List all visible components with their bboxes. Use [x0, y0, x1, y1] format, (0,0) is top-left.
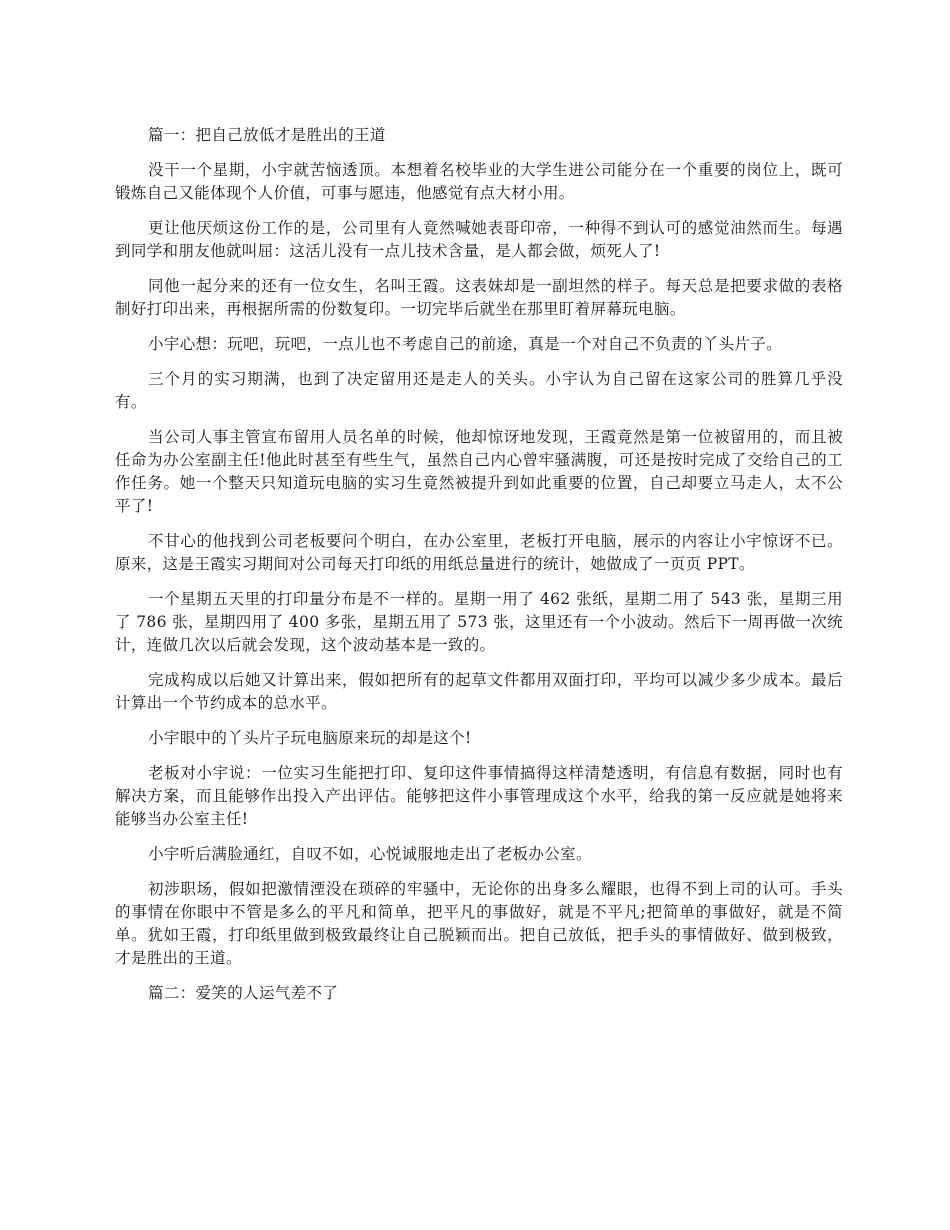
paragraph: 不甘心的他找到公司老板要问个明白，在办公室里，老板打开电脑，展示的内容让小宇惊讶不已。原来，这是王霞实习期间对公司每天打印纸的用纸总量进行的统计，她做成了一页页 PPT。	[115, 532, 843, 573]
paragraph: 一个星期五天里的打印量分布是不一样的。星期一用了 462 张纸，星期二用了 543 张，星期三用了 786 张，星期四用了 400 多张，星期五用了 573 张，这里还有一个小波动。然后下一周再做一次统计，连做几次以后就会发现，这个波动基本是一致的。	[115, 590, 843, 654]
paragraph: 小宇听后满脸通红，自叹不如，心悦诚服地走出了老板办公室。	[148, 845, 592, 863]
paragraph: 三个月的实习期满，也到了决定留用还是走人的关头。小宇认为自己留在这家公司的胜算几乎没有。	[115, 370, 843, 411]
section-heading-1: 篇一：把自己放低才是胜出的王道	[148, 126, 386, 144]
paragraph: 老板对小宇说：一位实习生能把打印、复印这件事情搞得这样清楚透明，有信息有数据，同时也有解决方案，而且能够作出投入产出评估。能够把这件小事管理成这个水平，给我的第一反应就是她将来能够当办公室主任!	[115, 764, 843, 828]
paragraph: 初涉职场，假如把激情湮没在琐碎的牢骚中，无论你的出身多么耀眼，也得不到上司的认可。手头的事情在你眼中不管是多么的平凡和简单，把平凡的事做好，就是不平凡;把简单的事做好，就是不简单。犹如王霞，打印纸里做到极致最终让自己脱颖而出。把自己放低，把手头的事情做好、做到极致，才是胜出的王道。	[115, 880, 843, 967]
paragraph: 更让他厌烦这份工作的是，公司里有人竟然喊她表哥印帝，一种得不到认可的感觉油然而生。每遇到同学和朋友他就叫屈：这活儿没有一点儿技术含量，是人都会做，烦死人了!	[115, 219, 843, 260]
document-body	[115, 124, 843, 1017]
paragraph: 当公司人事主管宣布留用人员名单的时候，他却惊讶地发现，王霞竟然是第一位被留用的，而且被任命为办公室副主任!他此时甚至有些生气，虽然自己内心曾牢骚满腹，可还是按时完成了交给自己的工作任务。她一个整天只知道玩电脑的实习生竟然被提升到如此重要的位置，自己却要立马走人，太不公平了!	[115, 428, 843, 515]
paragraph: 同他一起分来的还有一位女生，名叫王霞。这表妹却是一副坦然的样子。每天总是把要求做的表格制好打印出来，再根据所需的份数复印。一切完毕后就坐在那里盯着屏幕玩电脑。	[115, 277, 843, 318]
paragraph: 小宇眼中的丫头片子玩电脑原来玩的却是这个!	[148, 729, 472, 747]
paragraph: 没干一个星期，小宇就苦恼透顶。本想着名校毕业的大学生进公司能分在一个重要的岗位上，既可锻炼自己又能体现个人价值，可事与愿违，他感觉有点大材小用。	[115, 161, 843, 202]
paragraph: 完成构成以后她又计算出来，假如把所有的起草文件都用双面打印，平均可以减少多少成本。最后计算出一个节约成本的总水平。	[115, 671, 843, 712]
paragraph: 小宇心想：玩吧，玩吧，一点儿也不考虑自己的前途，真是一个对自己不负责的丫头片子。	[148, 335, 783, 353]
section-heading-2: 篇二：爱笑的人运气差不了	[148, 984, 339, 1002]
